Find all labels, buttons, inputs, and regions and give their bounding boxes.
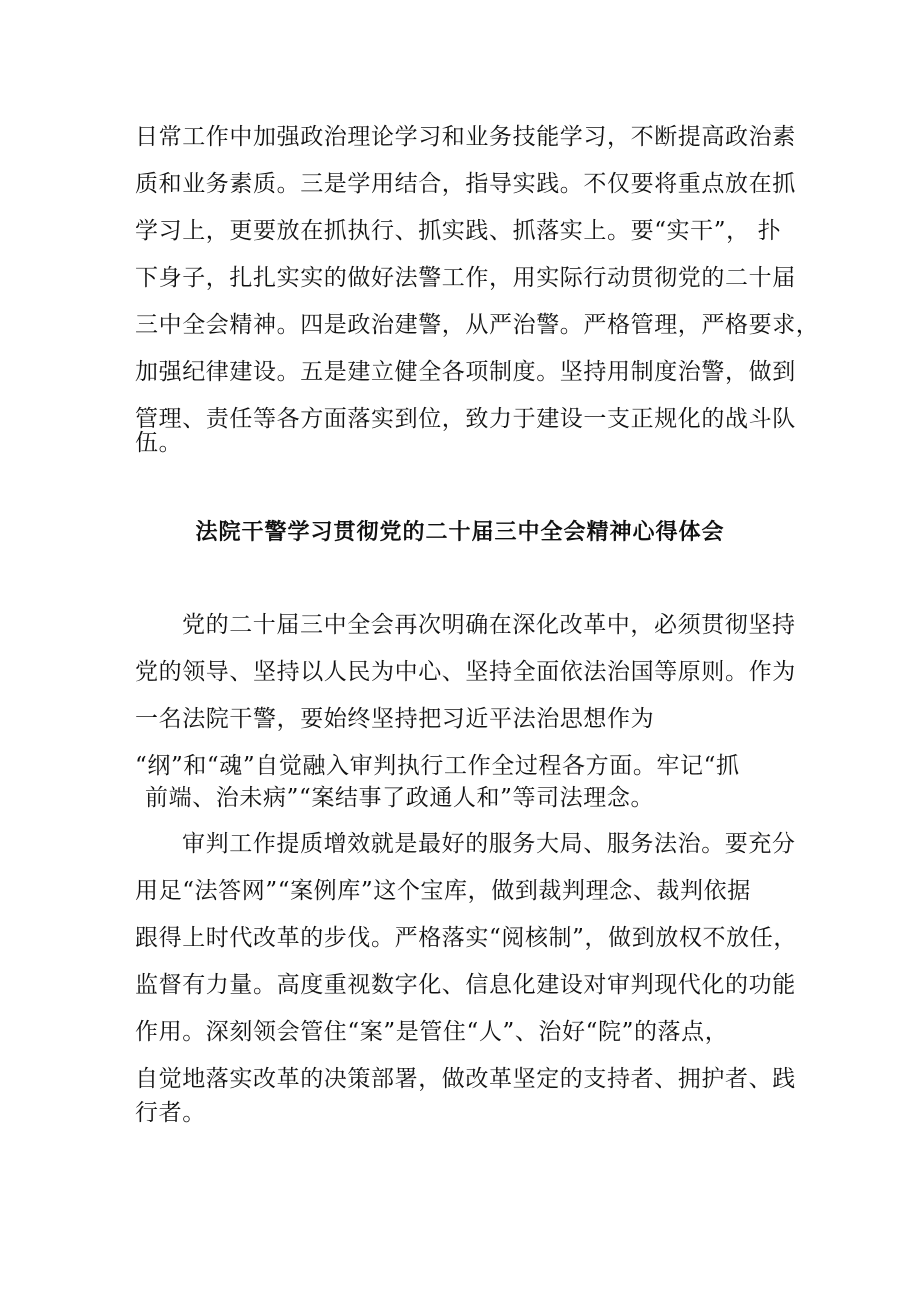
text-line: 质和业务素质。三是学用结合，指导实践。不仅要将重点放在抓 xyxy=(135,171,796,197)
text-line: 跟得上时代改革的步伐。严格落实“阅核制”，做到放权不放任， xyxy=(135,925,797,951)
text-line: 行者。 xyxy=(135,1100,206,1126)
text-line: 日常工作中加强政治理论学习和业务技能学习，不断提高政治素 xyxy=(135,124,796,150)
text-line: 党的二十届三中全会再次明确在深化改革中，必须贯彻坚持 xyxy=(182,612,796,638)
text-line: 下身子，扎扎实实的做好法警工作，用实际行动贯彻党的二十届 xyxy=(135,265,796,291)
article-title: 法院干警学习贯彻党的二十届三中全会精神心得体会 xyxy=(195,519,725,545)
text-line: 监督有力量。高度重视数字化、信息化建设对审判现代化的功能 xyxy=(135,972,796,998)
text-line: 一名法院干警，要始终坚持把习近平法治思想作为 xyxy=(135,706,655,732)
text-line: 用足“法答网”“案例库”这个宝库，做到裁判理念、裁判依据 xyxy=(135,878,751,904)
text-line: 伍。 xyxy=(135,430,183,456)
text-line: 学习上，更要放在抓执行、抓实践、抓落实上。要“实干”， 扑 xyxy=(135,218,782,244)
text-line: 党的领导、坚持以人民为中心、坚持全面依法治国等原则。作为 xyxy=(135,659,796,685)
text-line: 审判工作提质增效就是最好的服务大局、服务法治。要充分 xyxy=(182,831,796,857)
text-line: 自觉地落实改革的决策部署，做改革坚定的支持者、拥护者、践 xyxy=(135,1066,796,1092)
text-line: 加强纪律建设。五是建立健全各项制度。坚持用制度治警，做到 xyxy=(135,359,796,385)
text-line: 作用。深刻领会管住“案”是管住“人”、治好“院”的落点， xyxy=(135,1019,729,1045)
text-line: 三中全会精神。四是政治建警，从严治警。严格管理，严格要求， xyxy=(135,312,820,338)
text-line: 前端、治未病”“案结事了政通人和”等司法理念。 xyxy=(145,785,655,811)
text-line: “纲”和“魂”自觉融入审判执行工作全过程各方面。牢记“抓 xyxy=(135,753,740,779)
text-line: 管理、责任等各方面落实到位，致力于建设一支正规化的战斗队 xyxy=(135,406,796,432)
